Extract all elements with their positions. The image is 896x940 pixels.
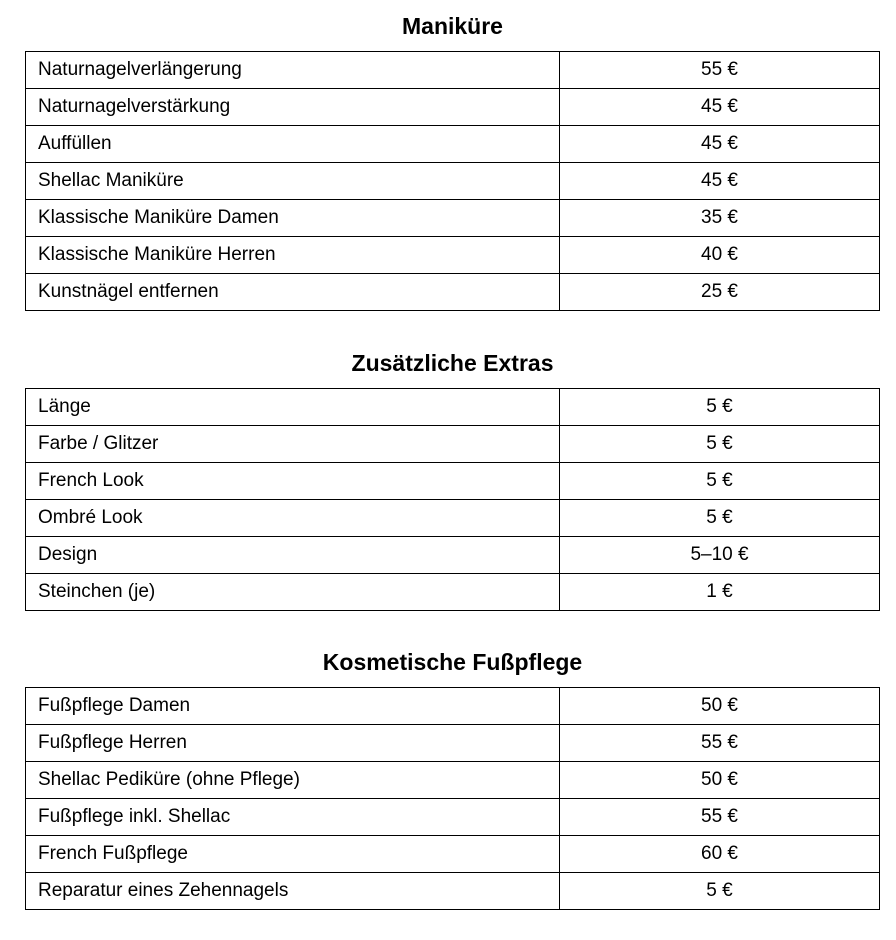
table-row (26, 725, 880, 762)
table-row (26, 762, 880, 799)
service-name: Fußpflege Damen (26, 688, 560, 725)
service-name: Shellac Pediküre (ohne Pflege) (26, 762, 560, 799)
section-fusspflege (25, 648, 880, 901)
service-name: Naturnagelverstärkung (26, 89, 560, 126)
service-price: 50 € (560, 762, 880, 799)
table-row (26, 163, 880, 200)
service-name: Ombré Look (26, 500, 560, 537)
service-price: 45 € (560, 126, 880, 163)
service-name: Shellac Maniküre (26, 163, 560, 200)
service-name: French Look (26, 463, 560, 500)
service-name: Fußpflege Herren (26, 725, 560, 762)
service-name: Design (26, 537, 560, 574)
service-price: 50 € (560, 688, 880, 725)
section-manikuere (25, 12, 880, 302)
table-row (26, 89, 880, 126)
service-price: 5 € (560, 873, 880, 910)
table-row (26, 52, 880, 89)
price-table (25, 687, 880, 910)
service-price: 5–10 € (560, 537, 880, 574)
table-row (26, 836, 880, 873)
service-name: Naturnagelverlängerung (26, 52, 560, 89)
table-row (26, 873, 880, 910)
table-row (26, 389, 880, 426)
service-price: 45 € (560, 89, 880, 126)
service-name: Farbe / Glitzer (26, 426, 560, 463)
table-row (26, 463, 880, 500)
service-price: 1 € (560, 574, 880, 611)
service-name: French Fußpflege (26, 836, 560, 873)
service-price: 40 € (560, 237, 880, 274)
section-title: Kosmetische Fußpflege (322, 649, 583, 675)
service-price: 35 € (560, 200, 880, 237)
table-row (26, 574, 880, 611)
table-row (26, 799, 880, 836)
section-title: Zusätzliche Extras (351, 350, 554, 376)
table-row (26, 688, 880, 725)
table-row (26, 500, 880, 537)
table-row (26, 200, 880, 237)
service-name: Klassische Maniküre Damen (26, 200, 560, 237)
service-price: 60 € (560, 836, 880, 873)
service-name: Steinchen (je) (26, 574, 560, 611)
table-row (26, 126, 880, 163)
service-name: Auffüllen (26, 126, 560, 163)
service-price: 5 € (560, 389, 880, 426)
section-title: Maniküre (402, 13, 503, 39)
table-row (26, 537, 880, 574)
table-row (26, 426, 880, 463)
service-name: Fußpflege inkl. Shellac (26, 799, 560, 836)
price-table (25, 388, 880, 611)
service-price: 5 € (560, 500, 880, 537)
service-price: 5 € (560, 426, 880, 463)
table-row (26, 237, 880, 274)
table-row (26, 274, 880, 311)
service-name: Kunstnägel entfernen (26, 274, 560, 311)
service-price: 45 € (560, 163, 880, 200)
service-price: 55 € (560, 799, 880, 836)
service-price: 25 € (560, 274, 880, 311)
price-table (25, 51, 880, 311)
service-price: 5 € (560, 463, 880, 500)
service-price: 55 € (560, 52, 880, 89)
service-name: Klassische Maniküre Herren (26, 237, 560, 274)
service-name: Reparatur eines Zehennagels (26, 873, 560, 910)
service-name: Länge (26, 389, 560, 426)
section-extras (25, 349, 880, 602)
service-price: 55 € (560, 725, 880, 762)
